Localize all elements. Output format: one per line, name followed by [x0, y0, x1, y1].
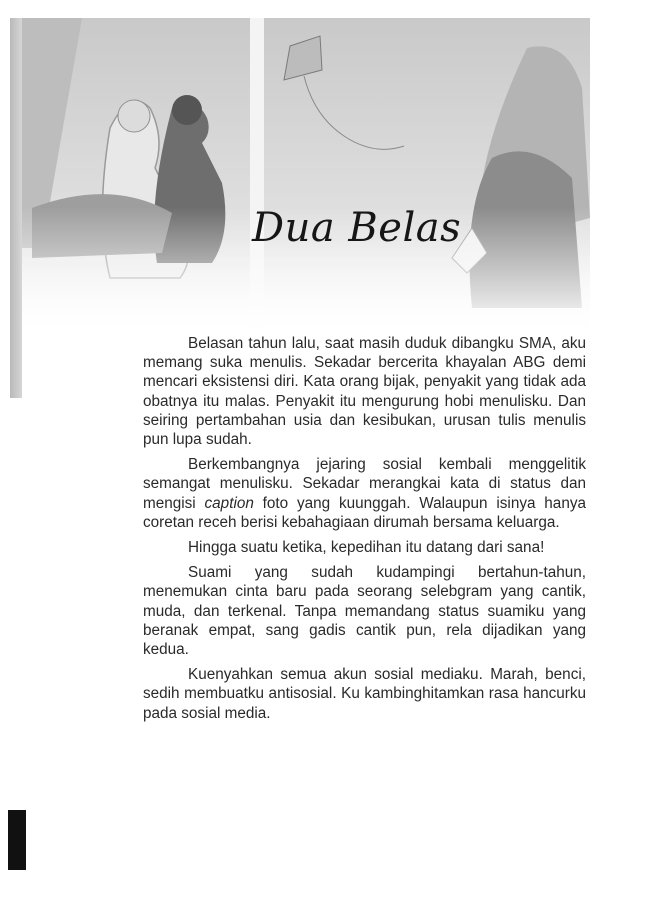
paragraph: Berkembangnya jejaring sosial kembali menggelitik semangat menulisku. Sekadar merangkai kata di status dan mengisi caption foto yang kuunggah. Walaupun isinya hanya coretan receh berisi kebahagiaan dirumah bersama keluarga.	[143, 456, 586, 531]
left-margin-mark	[8, 810, 26, 870]
left-margin-bar	[10, 18, 22, 398]
italic-term: caption	[204, 494, 254, 512]
paragraph: Hingga suatu ketika, kepedihan itu datang dari sana!	[188, 539, 545, 557]
paragraph: Suami yang sudah kudampingi bertahun-tahun, menemukan cinta baru pada seorang selebgram yang cantik, muda, dan terkenal. Tanpa memandang status suamiku yang beranak empat, sang gadis cantik pun, rela dijadikan yang kedua.	[143, 564, 586, 659]
chapter-title: Dua Belas	[252, 205, 462, 251]
paragraph: Belasan tahun lalu, saat masih duduk dibangku SMA, aku memang suka menulis. Sekadar bercerita khayalan ABG demi mencari eksistensi diri. Kata orang bijak, penyakit yang tidak ada obatnya itu malas. Penyakit itu mengurung hobi menulisku. Dan seiring pertambahan usia dan kesibukan, urusan tulis menulis pun lupa sudah.	[143, 335, 586, 449]
paragraph: Kuenyahkan semua akun sosial mediaku. Marah, benci, sedih membuatku antisosial. Ku kambinghitamkan rasa hancurku pada sosial media.	[143, 666, 586, 722]
chapter-header-illustration	[22, 18, 590, 333]
chapter-body	[143, 334, 586, 729]
